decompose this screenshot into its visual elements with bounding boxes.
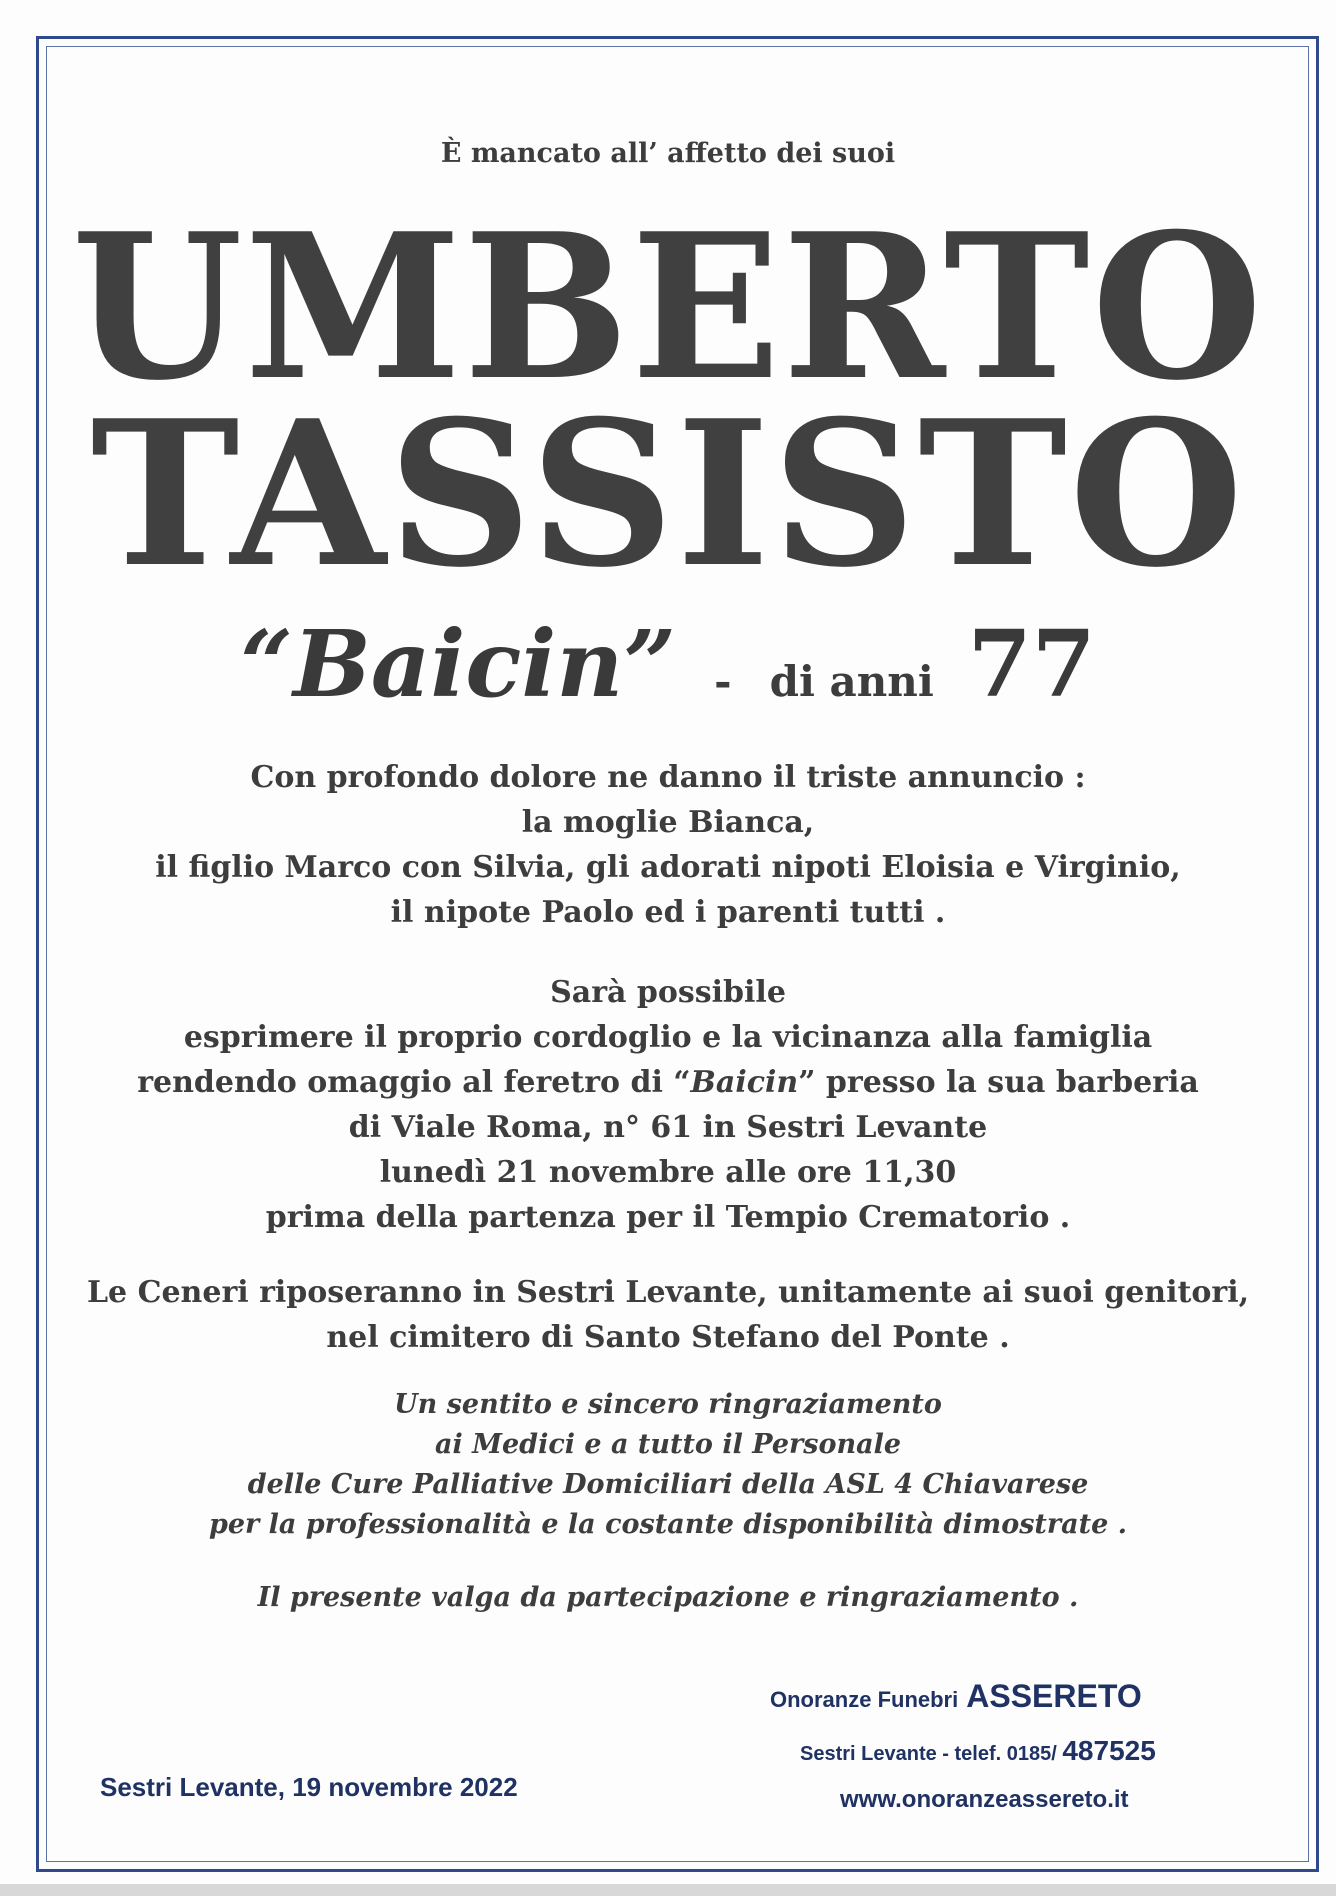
thanks-line: delle Cure Palliative Domiciliari della ASL 4 Chiavarese <box>247 1469 1089 1500</box>
thanks-line: Un sentito e sincero ringraziamento <box>394 1389 942 1420</box>
announcement-line: la moglie Bianca, <box>521 805 815 840</box>
nickname: “Baicin” <box>240 610 677 718</box>
deceased-last-name: TASSISTO <box>90 377 1246 612</box>
dateline: Sestri Levante, 19 novembre 2022 <box>100 1772 518 1802</box>
visitation-nickname: Baicin <box>690 1065 799 1100</box>
closing-line: Il presente valga da partecipazione e ringraziamento . <box>257 1582 1079 1613</box>
funeral-home-contact <box>800 1735 1156 1767</box>
ashes-line: nel cimitero di Santo Stefano del Ponte . <box>326 1320 1010 1355</box>
announcement-block <box>46 755 1290 935</box>
visitation-line-nickname <box>46 1060 1290 1105</box>
announcement-line: Con profondo dolore ne danno il triste annuncio : <box>250 760 1086 795</box>
separator: - <box>714 657 732 706</box>
funeral-home-name: ASSERETO <box>966 1678 1142 1714</box>
visitation-address: di Viale Roma, n° 61 in Sestri Levante <box>348 1110 988 1145</box>
contact-number: 487525 <box>1062 1735 1156 1766</box>
scan-edge <box>0 1884 1336 1896</box>
visitation-line: esprimere il proprio cordoglio e la vicinanza alla famiglia <box>183 1020 1153 1055</box>
thanks-line: ai Medici e a tutto il Personale <box>434 1429 902 1460</box>
nickname-age-line <box>46 610 1290 718</box>
deceased-first-name: UMBERTO <box>71 190 1265 425</box>
announcement-line: il nipote Paolo ed i parenti tutti . <box>390 895 946 930</box>
ashes-line: Le Ceneri riposeranno in Sestri Levante, unitamente ai suoi genitori, <box>86 1275 1250 1310</box>
intro-line: È mancato all’ affetto dei suoi <box>440 138 896 169</box>
announcement-line: il figlio Marco con Silvia, gli adorati nipoti Eloisia e Virginio, <box>155 850 1181 885</box>
visitation-line: Sarà possibile <box>550 975 786 1010</box>
visitation-datetime: lunedì 21 novembre alle ore 11,30 <box>379 1155 957 1190</box>
age-label: di anni <box>769 657 934 706</box>
contact-prefix: Sestri Levante - telef. 0185/ <box>800 1743 1057 1765</box>
visitation-line: prima della partenza per il Tempio Crematorio . <box>265 1200 1071 1235</box>
thanks-block <box>46 1385 1290 1545</box>
ashes-block <box>46 1270 1290 1360</box>
visitation-text: ” presso la sua barberia <box>798 1065 1199 1100</box>
age-value: 77 <box>967 610 1096 718</box>
funeral-home <box>770 1678 1142 1715</box>
visitation-block <box>46 970 1290 1240</box>
visitation-text: rendendo omaggio al feretro di “ <box>137 1065 691 1100</box>
thanks-line: per la professionalità e la costante disponibilità dimostrate . <box>208 1509 1128 1540</box>
website-link[interactable]: www.onoranzeassereto.it <box>840 1786 1129 1813</box>
funeral-home-prefix: Onoranze Funebri <box>770 1687 959 1712</box>
